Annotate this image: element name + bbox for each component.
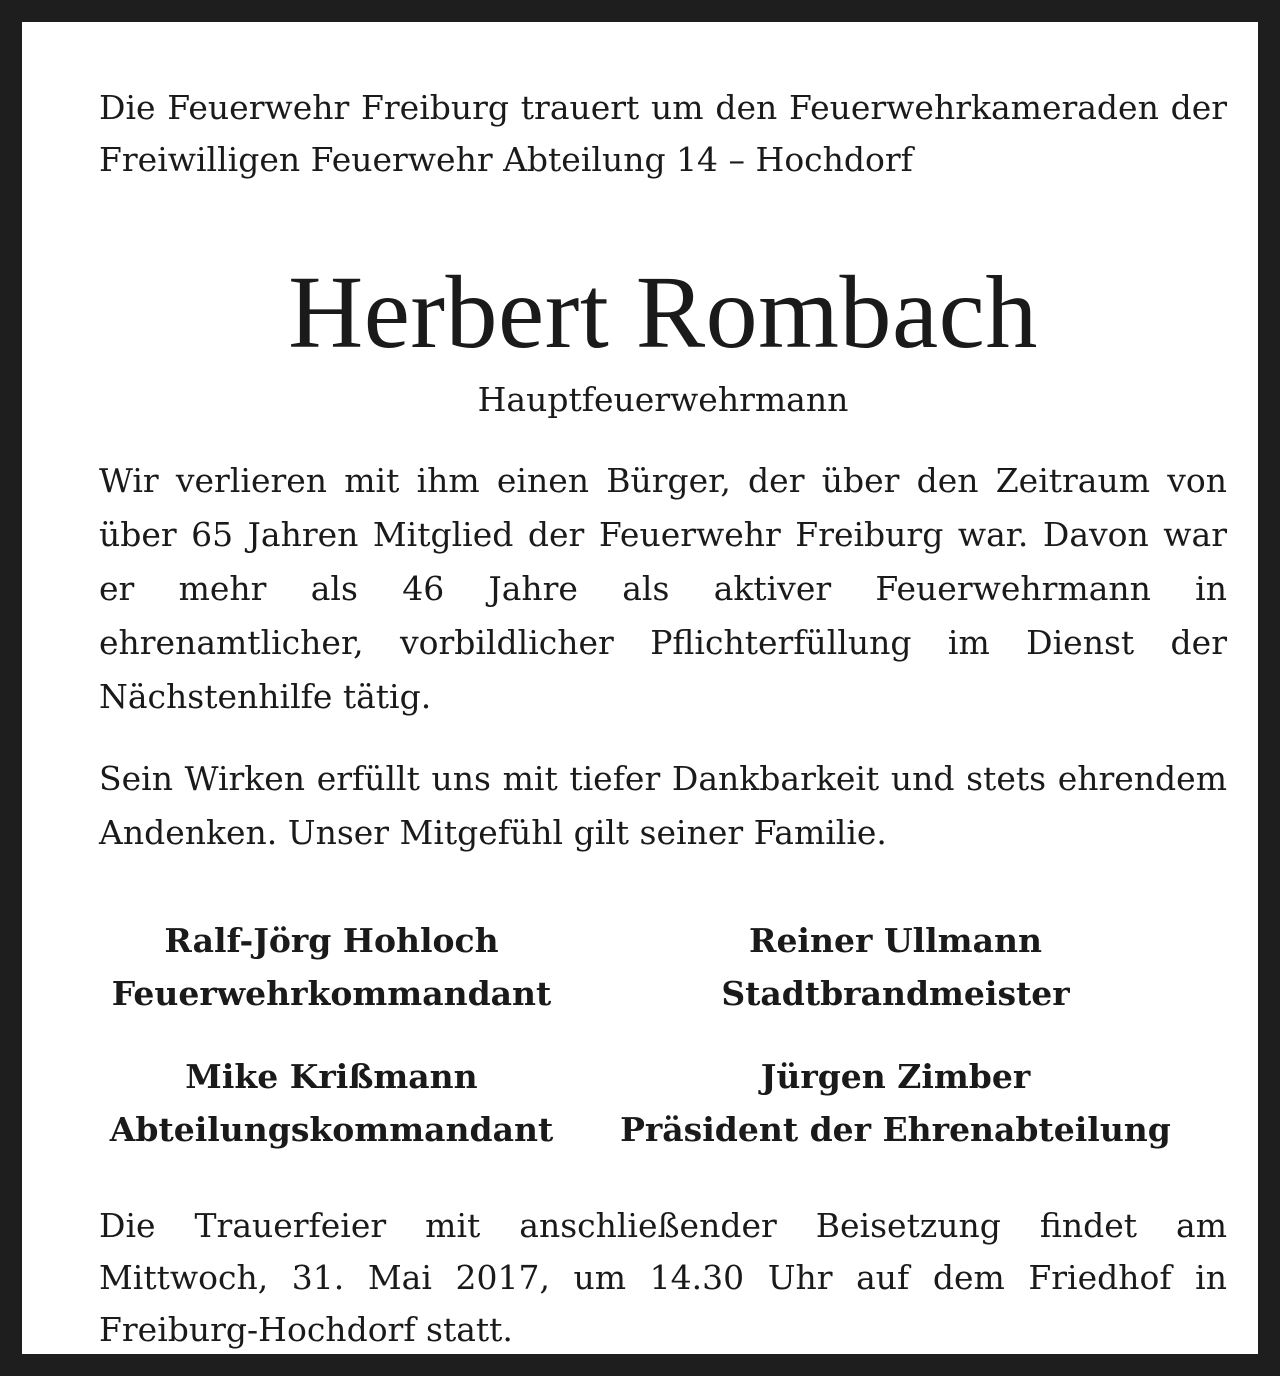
obituary-content: [99, 82, 1227, 1356]
signers-grid: [99, 914, 1227, 1156]
deceased-name: Herbert Rombach: [288, 255, 1038, 370]
deceased-rank: Hauptfeuerwehrmann: [477, 380, 849, 419]
signer-block: [99, 1050, 564, 1156]
signer-title: Präsident der Ehrenabteilung: [620, 1110, 1171, 1149]
signer-block: [99, 914, 564, 1020]
signer-title: Abteilungskommandant: [109, 1110, 554, 1149]
signer-name: Ralf-Jörg Hohloch: [164, 921, 499, 960]
signer-title: Stadtbrandmeister: [721, 974, 1070, 1013]
funeral-details: Die Trauerfeier mit anschließender Beisetzung findet am Mittwoch, 31. Mai 2017, um 14.30 Uhr auf dem Friedhof in Freiburg-Hochdorf statt.: [99, 1206, 1227, 1349]
condolence-paragraph: Sein Wirken erfüllt uns mit tiefer Dankbarkeit und stets ehrendem Andenken. Unser Mitgefühl gilt seiner Familie.: [99, 759, 1227, 852]
signer-name: Mike Krißmann: [185, 1057, 478, 1096]
signer-name: Jürgen Zimber: [760, 1057, 1031, 1096]
tribute-paragraph: Wir verlieren mit ihm einen Bürger, der über den Zeitraum von über 65 Jahren Mitglied der Feuerwehr Freiburg war. Davon war er mehr als 46 Jahre als aktiver Feuerwehrmann in ehrenamtlicher, vorbildlicher Pflichterfüllung im Dienst der Nächstenhilfe tätig.: [99, 461, 1227, 716]
signer-block: [564, 914, 1227, 1020]
intro-text: Die Feuerwehr Freiburg trauert um den Feuerwehrkameraden der Freiwilligen Feuerwehr Abteilung 14 – Hochdorf: [99, 88, 1227, 179]
signer-block: [564, 1050, 1227, 1156]
signer-title: Feuerwehrkommandant: [111, 974, 552, 1013]
signer-name: Reiner Ullmann: [749, 921, 1042, 960]
